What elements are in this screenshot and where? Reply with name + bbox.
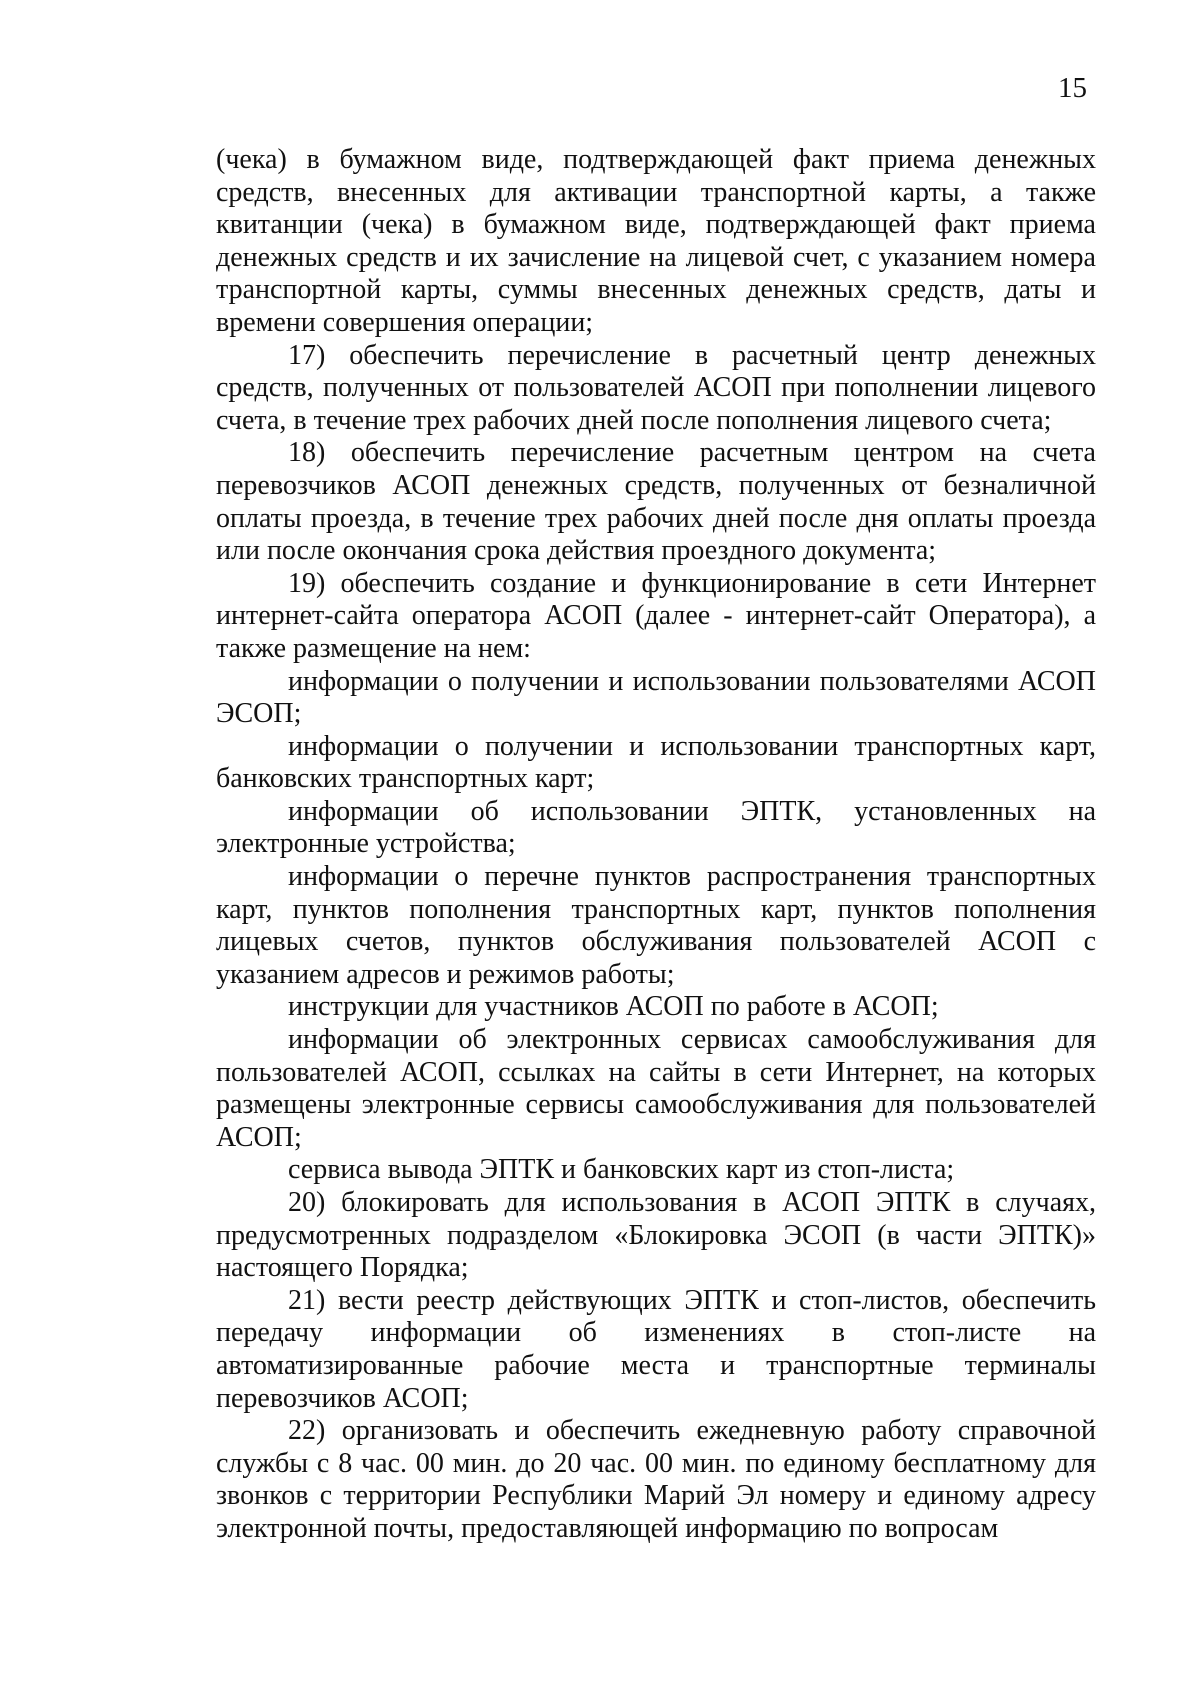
paragraph: 22) организовать и обеспечить ежедневную работу справочной службы с 8 час. 00 мин. до 20 час. 00 мин. по единому бесплатному для звонков с территории Республики Марий Эл номеру и единому адресу электронной почты, предоставляющей информацию по вопросам	[216, 1415, 1096, 1544]
page-number: 15	[1058, 72, 1087, 104]
paragraph: информации об электронных сервисах самообслуживания для пользователей АСОП, ссылках на сайты в сети Интернет, на которых размещены электронные сервисы самообслуживания для пользователей АСОП;	[216, 1024, 1096, 1153]
paragraph: информации о получении и использовании пользователями АСОП ЭСОП;	[216, 665, 1096, 730]
document-body	[216, 144, 1096, 1546]
paragraph: (чека) в бумажном виде, подтверждающей факт приема денежных средств, внесенных для активации транспортной карты, а также квитанции (чека) в бумажном виде, подтверждающей факт приема денежных средств и их зачисление на лицевой счет, с указанием номера транспортной карты, суммы внесенных денежных средств, даты и времени совершения операции;	[216, 144, 1096, 338]
paragraph: 19) обеспечить создание и функционирование в сети Интернет интернет-сайта оператора АСОП (далее - интернет-сайт Оператора), а также размещение на нем:	[216, 567, 1096, 664]
paragraph: информации о получении и использовании транспортных карт, банковских транспортных карт;	[216, 730, 1096, 795]
paragraph: 21) вести реестр действующих ЭПТК и стоп-листов, обеспечить передачу информации об изменениях в стоп-листе на автоматизированные рабочие места и транспортные терминалы перевозчиков АСОП;	[216, 1284, 1096, 1414]
paragraph: 17) обеспечить перечисление в расчетный центр денежных средств, полученных от пользователей АСОП при пополнении лицевого счета, в течение трех рабочих дней после пополнения лицевого счета;	[216, 339, 1096, 436]
paragraph: 18) обеспечить перечисление расчетным центром на счета перевозчиков АСОП денежных средств, полученных от безналичной оплаты проезда, в течение трех рабочих дней после дня оплаты проезда или после окончания срока действия проездного документа;	[216, 437, 1096, 567]
paragraph: информации об использовании ЭПТК, установленных на электронные устройства;	[216, 795, 1096, 860]
paragraph: сервиса вывода ЭПТК и банковских карт из стоп-листа;	[288, 1154, 955, 1186]
paragraph: информации о перечне пунктов распространения транспортных карт, пунктов пополнения транспортных карт, пунктов пополнения лицевых счетов, пунктов обслуживания пользователей АСОП с указанием адресов и режимов работы;	[216, 861, 1096, 990]
paragraph: инструкции для участников АСОП по работе в АСОП;	[288, 991, 939, 1023]
paragraph: 20) блокировать для использования в АСОП ЭПТК в случаях, предусмотренных подразделом «Блокировка ЭСОП (в части ЭПТК)» настоящего Порядка;	[216, 1187, 1096, 1284]
